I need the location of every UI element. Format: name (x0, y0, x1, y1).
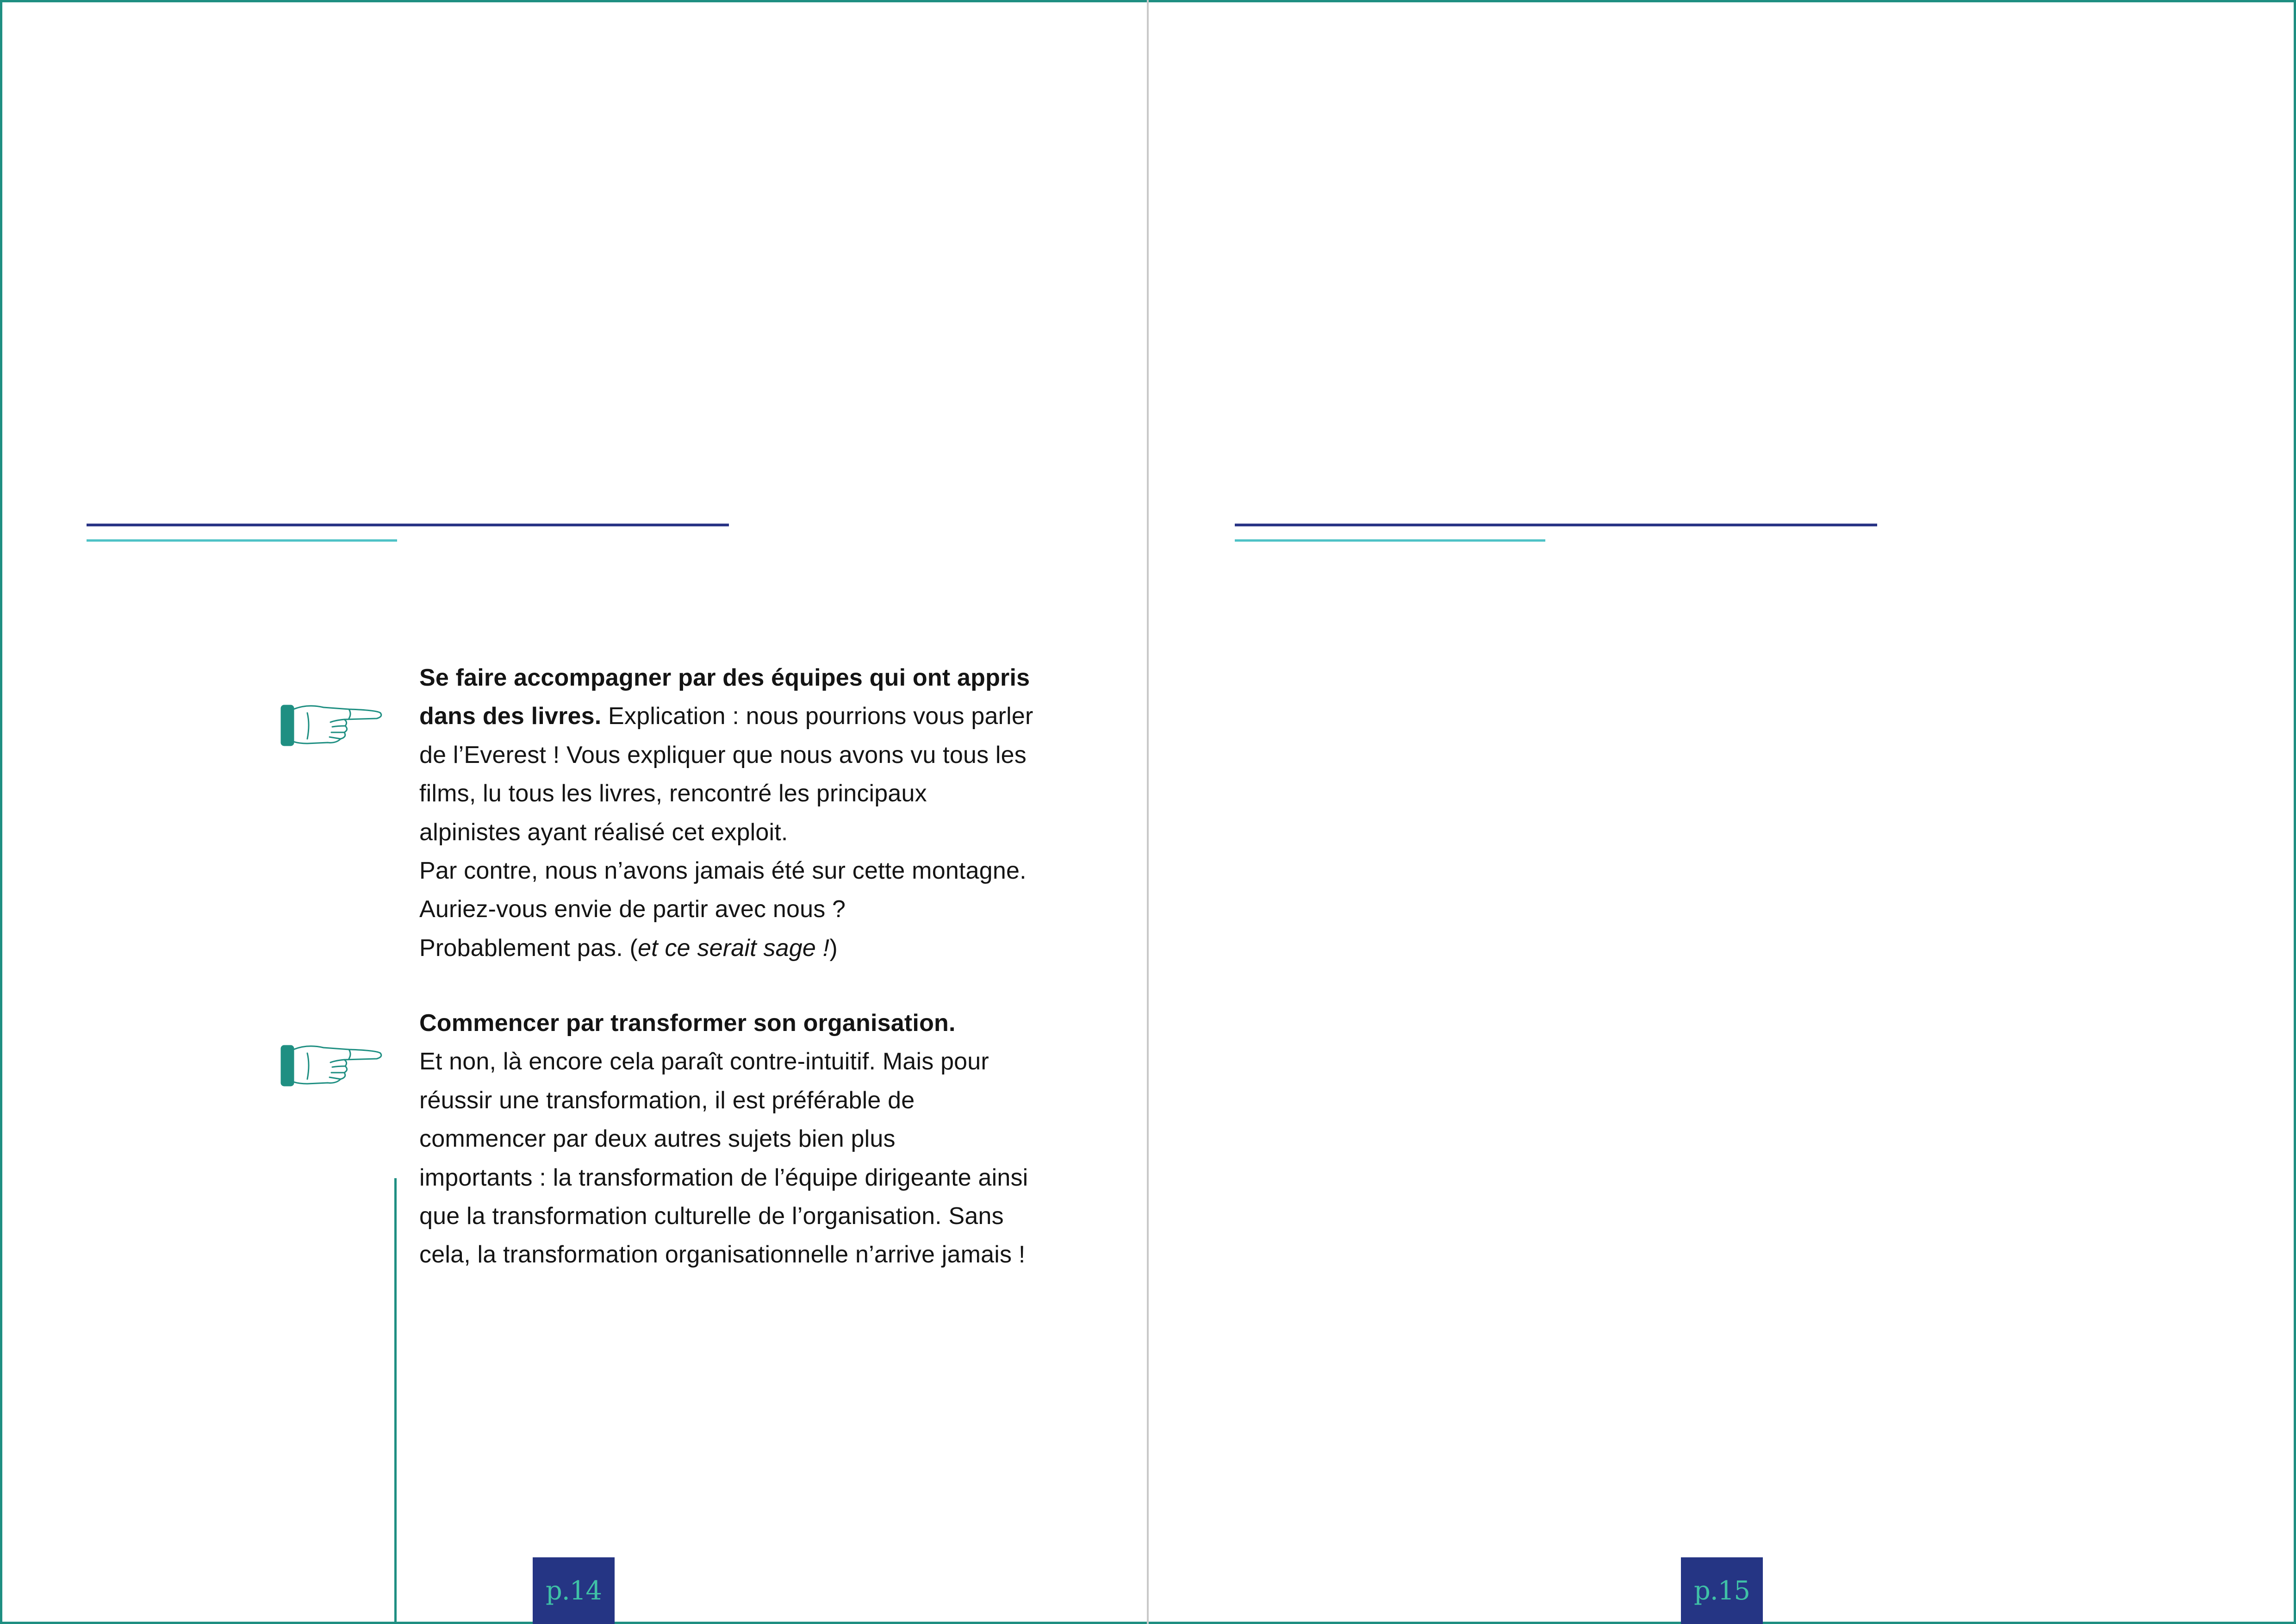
bold-text: Commencer par transformer son organisation. (419, 1010, 956, 1037)
bold-text: dans des livres. (419, 703, 602, 730)
text-line (419, 659, 1067, 697)
bullet-item-2 (419, 1004, 1067, 1274)
pointing-hand-icon (280, 699, 384, 750)
right-header-subrule (1235, 539, 1545, 542)
body-text: Et non, là encore cela paraît contre-intuitif. Mais pour (419, 1048, 989, 1075)
body-text: Explication : nous pourrions vous parler (601, 703, 1033, 730)
body-text: de l’Everest ! Vous expliquer que nous avons vu tous les (419, 741, 1027, 768)
left-header-rule (87, 524, 729, 526)
page-number-left: p.14 (533, 1557, 615, 1624)
body-text: que la transformation culturelle de l’organisation. Sans (419, 1203, 1004, 1230)
body-text: ) (829, 934, 838, 962)
text-line (419, 775, 1067, 813)
pointing-hand-icon (280, 1039, 384, 1090)
text-line (419, 697, 1067, 736)
left-header-subrule (87, 539, 397, 542)
left-margin-line (394, 1178, 397, 1624)
body-text: commencer par deux autres sujets bien plus (419, 1125, 896, 1153)
text-line (419, 1043, 1067, 1081)
body-text: cela, la transformation organisationnelle n’arrive jamais ! (419, 1241, 1026, 1268)
text-line (419, 1004, 1067, 1043)
bold-text: Se faire accompagner par des équipes qui ont appris (419, 664, 1030, 691)
text-line (419, 1159, 1067, 1197)
body-text: Auriez-vous envie de partir avec nous ? (419, 896, 846, 923)
text-line (419, 929, 1067, 968)
body-text: Probablement pas. ( (419, 934, 638, 962)
text-line (419, 736, 1067, 775)
right-header-rule (1235, 524, 1877, 526)
body-text: réussir une transformation, il est préférable de (419, 1087, 915, 1114)
text-line (419, 852, 1067, 890)
text-line (419, 890, 1067, 929)
text-line (419, 1197, 1067, 1236)
body-text: Par contre, nous n’avons jamais été sur cette montagne. (419, 857, 1027, 885)
italic-text: et ce serait sage ! (638, 934, 830, 962)
page-spine (1147, 0, 1149, 1624)
text-line (419, 1120, 1067, 1158)
body-text: importants : la transformation de l’équipe dirigeante ainsi (419, 1164, 1028, 1191)
text-line (419, 1236, 1067, 1274)
text-line (419, 813, 1067, 852)
bullet-item-1 (419, 659, 1067, 968)
body-text: films, lu tous les livres, rencontré les principaux (419, 780, 927, 807)
text-line (419, 1081, 1067, 1120)
page-number-right: p.15 (1681, 1557, 1763, 1624)
body-text: alpinistes ayant réalisé cet exploit. (419, 818, 788, 846)
